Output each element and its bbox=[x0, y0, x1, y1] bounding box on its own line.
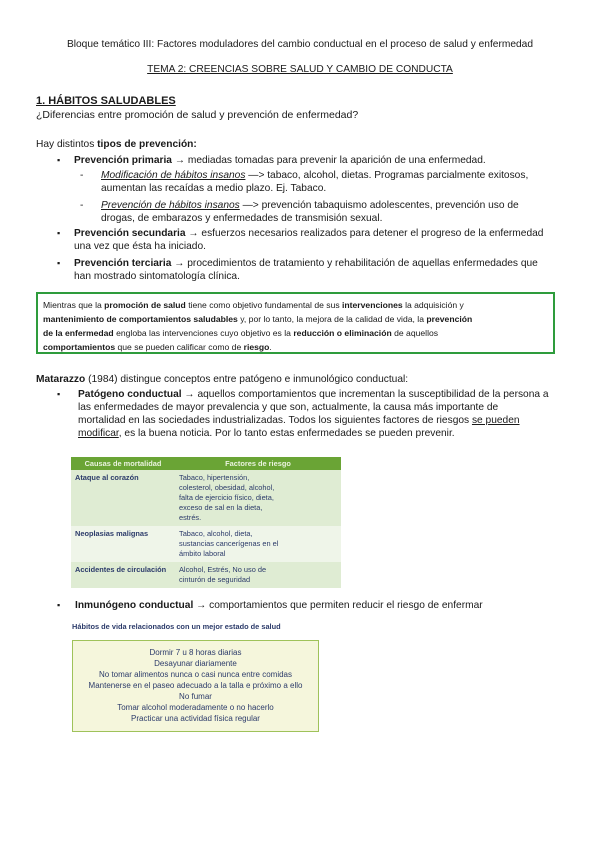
topic-title: TEMA 2: CREENCIAS SOBRE SALUD Y CAMBIO DE CONDUCTA bbox=[147, 64, 453, 75]
list-item: No fumar bbox=[179, 692, 212, 701]
healthy-habits-box bbox=[72, 640, 319, 732]
sub-item-prevention: Prevención de hábitos insanos —> prevención tabaquismo adolescentes, prevención uso de bbox=[101, 200, 519, 211]
list-item: Practicar una actividad física regular bbox=[131, 714, 260, 723]
dash-icon: - bbox=[80, 200, 84, 211]
bullet-icon: ▪ bbox=[57, 155, 61, 165]
secondary-prevention-cont: una vez que ésta ha iniciado. bbox=[74, 241, 206, 252]
list-item: Desayunar diariamente bbox=[154, 659, 237, 668]
section-heading: 1. HÁBITOS SALUDABLES bbox=[36, 95, 176, 107]
sub-item-prevention-cont: drogas, de embarazos y enfermedades de transmisión sexual. bbox=[101, 213, 383, 224]
sub-item-modification-cont: aumentan las recaídas a medio plazo. Ej. Tabaco. bbox=[101, 183, 327, 194]
list-item: Mantenerse en el paseo adecuado a la talla e próximo a ello bbox=[88, 681, 303, 690]
document-header: Bloque temático III: Factores moduladores del cambio conductual en el proceso de salud y enfermedad bbox=[66, 39, 534, 50]
secondary-prevention: Prevención secundaria → esfuerzos necesarios realizados para detener el progreso de la enfermedad bbox=[74, 228, 544, 239]
cause-cell: Neoplasias malignas bbox=[71, 526, 175, 562]
sub-item-modification: Modificación de hábitos insanos —> tabaco, alcohol, dietas. Programas parcialmente exitosos, bbox=[101, 170, 529, 181]
section-question: ¿Diferencias entre promoción de salud y prevención de enfermedad? bbox=[36, 109, 359, 121]
factors-cell: Alcohol, Estrés, No uso de cinturón de seguridad bbox=[175, 562, 341, 588]
arrow-icon: → bbox=[174, 258, 185, 269]
cause-cell: Accidentes de circulación bbox=[71, 562, 175, 588]
table-row bbox=[71, 526, 341, 562]
dash-icon: - bbox=[80, 170, 84, 181]
arrow-icon: → bbox=[184, 389, 195, 400]
risk-factors-table bbox=[71, 457, 341, 588]
pathogen-behavior: Patógeno conductual → aquellos comportamientos que incrementan la susceptibilidad de la persona a las enfermedades de mayor prevalencia y que son, actualmente, la causa más importante de mortalidad en las sociedades industrializadas. Todos los siguientes factores de riesgos se pueden modificar, es la buena noticia. Por lo tanto estas enfermedades se pueden prevenir. bbox=[78, 389, 549, 439]
matarazzo-intro: Matarazzo (1984) distingue conceptos entre patógeno e inmunológico conductual: bbox=[36, 374, 409, 385]
tertiary-prevention: Prevención terciaria → procedimientos de tratamiento y rehabilitación de aquellas enfermedades que bbox=[74, 258, 538, 269]
column-header: Factores de riesgo bbox=[175, 457, 341, 470]
list-item: No tomar alimentos nunca o casi nunca entre comidas bbox=[99, 670, 292, 679]
bullet-icon: ▪ bbox=[57, 228, 61, 238]
factors-cell: Tabaco, alcohol, dieta, sustancias cancerígenas en el ámbito laboral bbox=[175, 526, 341, 562]
tertiary-prevention-cont: han mostrado sintomatología clínica. bbox=[74, 271, 240, 282]
list-item: Tomar alcohol moderadamente o no hacerlo bbox=[117, 703, 274, 712]
column-header: Causas de mortalidad bbox=[71, 457, 175, 470]
bullet-icon: ▪ bbox=[57, 258, 61, 268]
arrow-icon: → bbox=[188, 228, 199, 239]
table-row bbox=[71, 470, 341, 526]
arrow-icon: → bbox=[196, 600, 207, 611]
habits-figure-title: Hábitos de vida relacionados con un mejor estado de salud bbox=[72, 622, 281, 631]
promotion-vs-prevention-box: Mientras que la promoción de salud tiene como objetivo fundamental de sus intervenciones la adquisición y mantenimiento de comportamientos saludables y, por lo tanto, la mejora de la calidad de vida, la prevención de la enfermedad engloba las intervenciones cuyo objetivo es la reducción o eliminación de aquellos comportamientos que se pueden calificar como de riesgo. bbox=[36, 292, 555, 354]
immunogen-behavior: Inmunógeno conductual → comportamientos que permiten reducir el riesgo de enfermar bbox=[75, 600, 483, 611]
arrow-icon: → bbox=[174, 155, 185, 166]
list-item: Dormir 7 u 8 horas diarias bbox=[149, 648, 242, 657]
table-row bbox=[71, 562, 341, 588]
cause-cell: Ataque al corazón bbox=[71, 470, 175, 526]
factors-cell: Tabaco, hipertensión, colesterol, obesidad, alcohol, falta de ejercicio físico, dieta, exceso de sal en la dieta, estrés. bbox=[175, 470, 341, 526]
primary-prevention: Prevención primaria → mediadas tomadas para prevenir la aparición de una enfermedad. bbox=[74, 155, 486, 166]
prevention-intro: Hay distintos tipos de prevención: bbox=[36, 139, 197, 150]
bullet-icon: ▪ bbox=[57, 600, 61, 610]
bullet-icon: ▪ bbox=[57, 389, 61, 399]
table-header-row bbox=[71, 457, 341, 470]
